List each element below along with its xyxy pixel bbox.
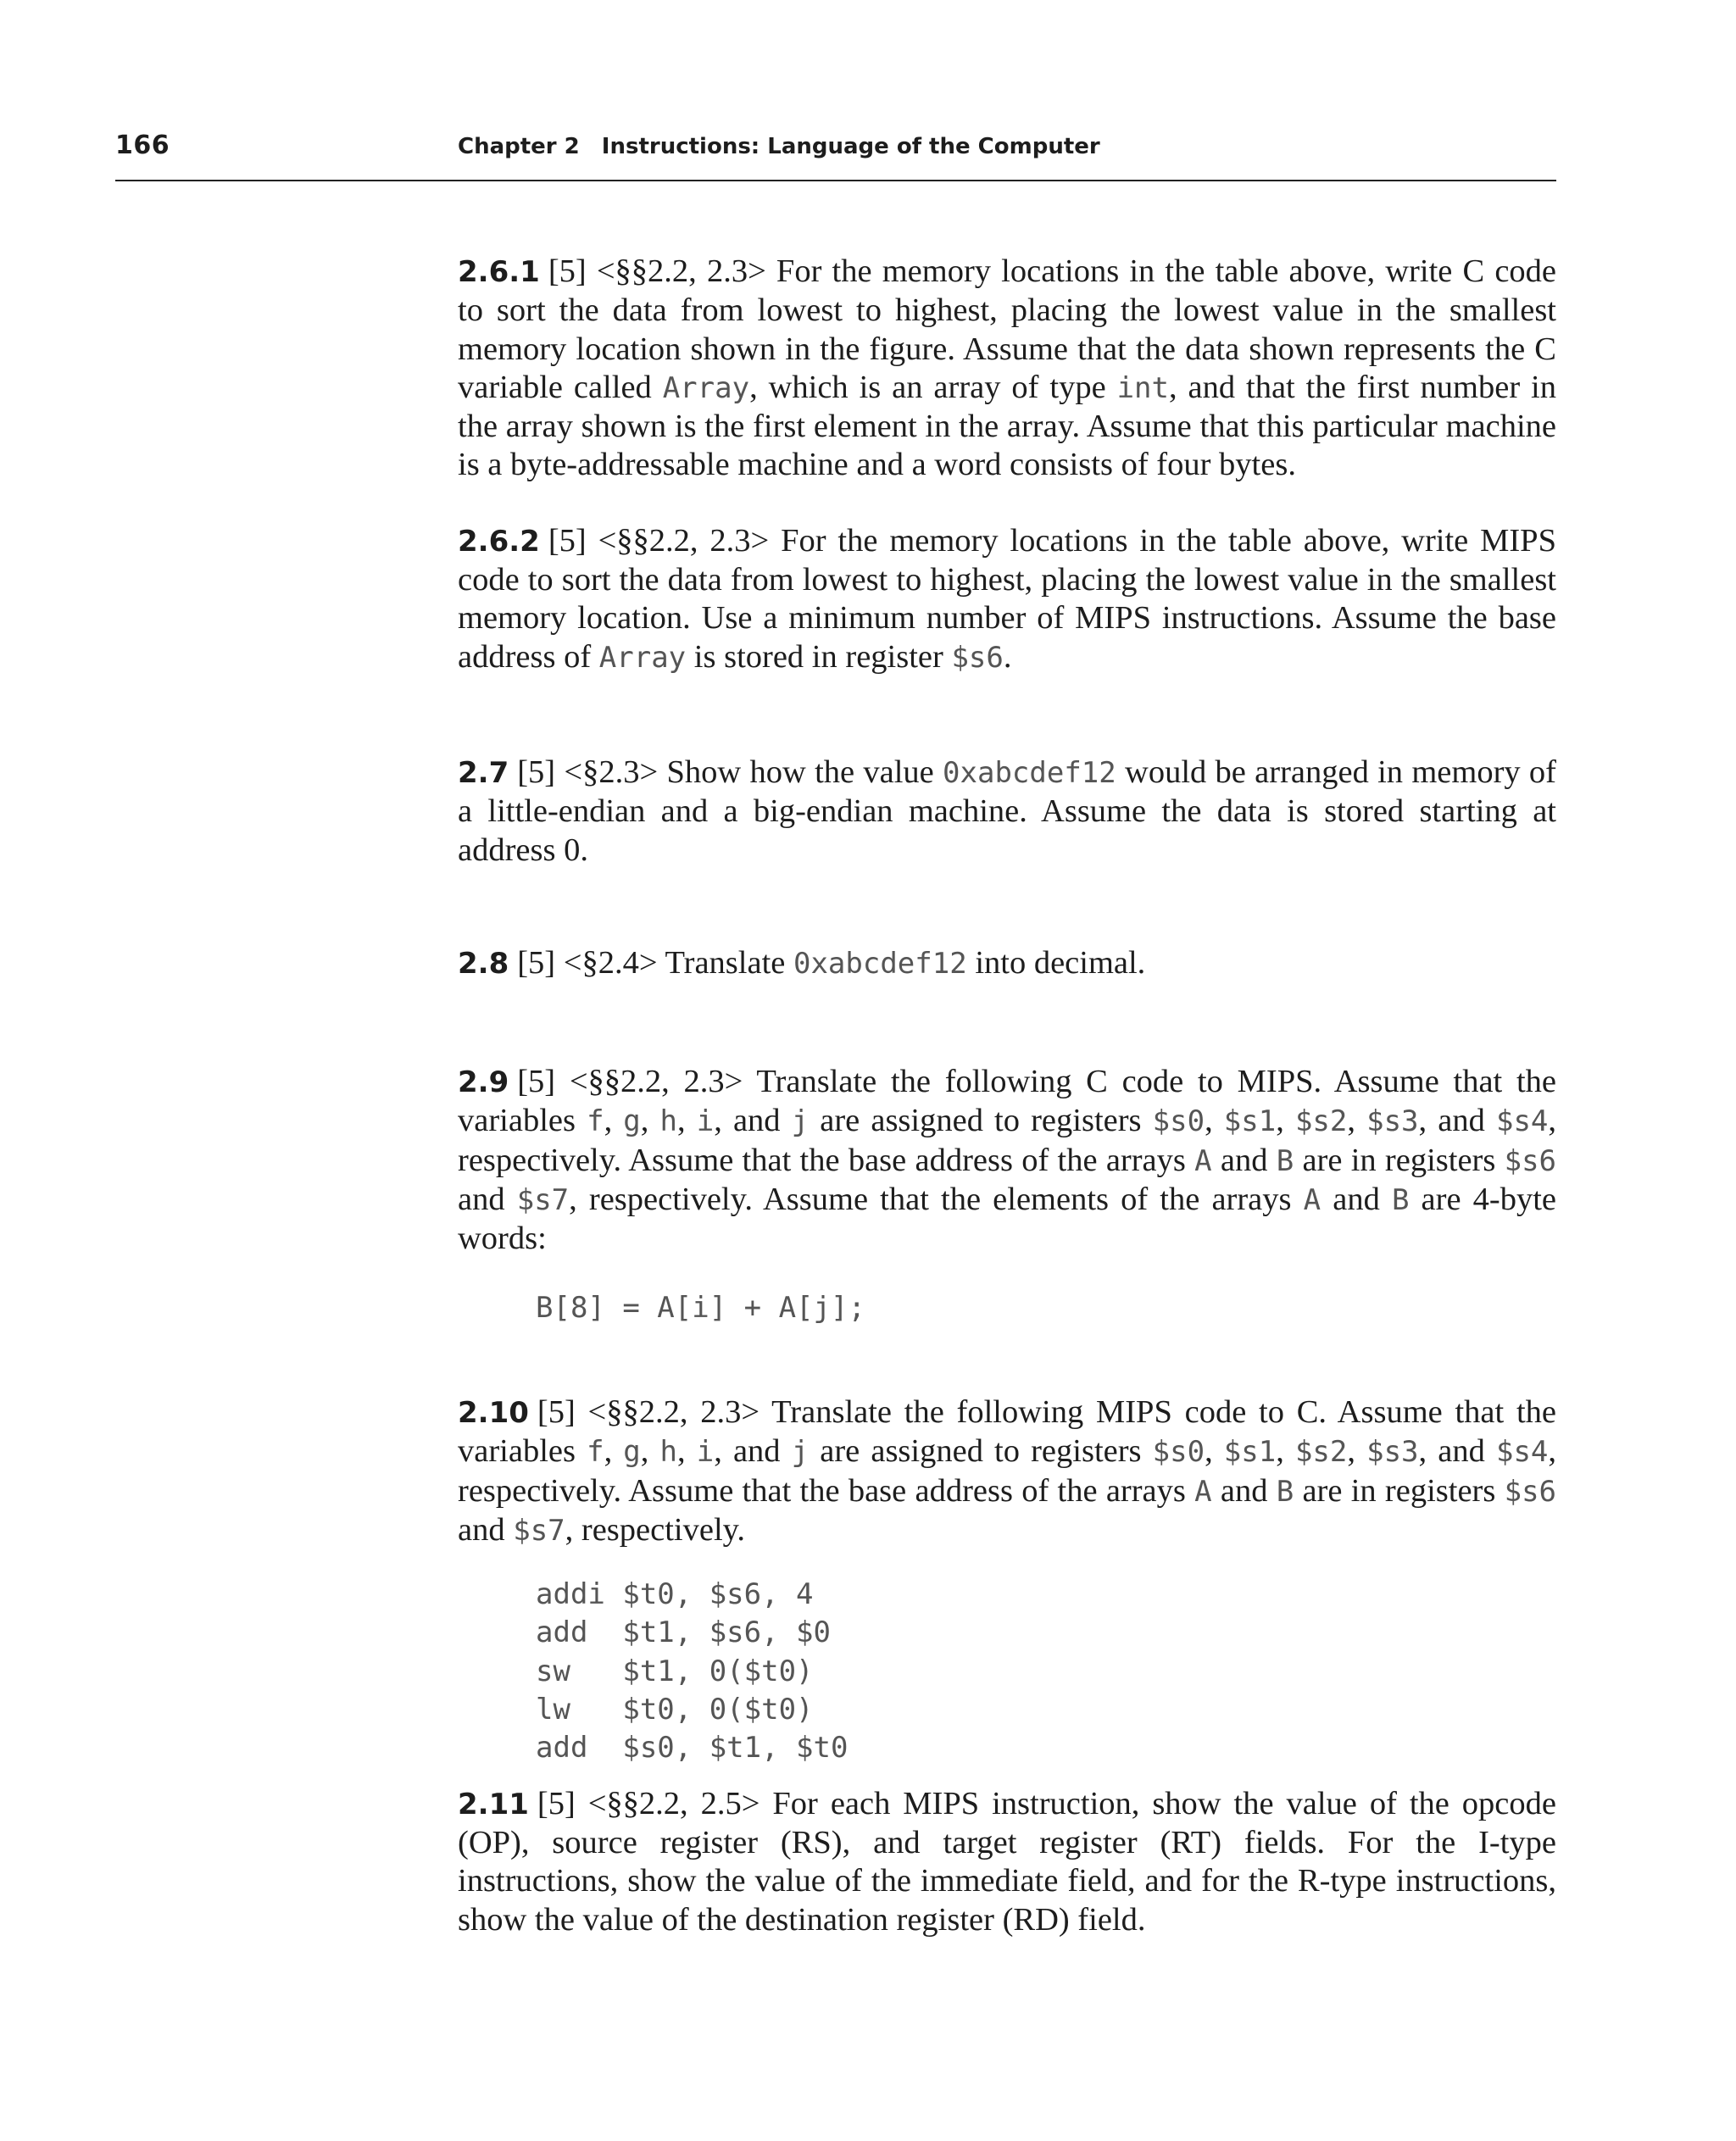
exercise-text: , [1276, 1103, 1295, 1139]
exercise-text: , which is an array of type [749, 369, 1117, 405]
running-header [115, 127, 1556, 186]
page-number: 166 [115, 131, 170, 160]
exercise-text: into decimal. [966, 944, 1146, 981]
inline-code: $s1 [1223, 1435, 1277, 1470]
inline-code: $s3 [1366, 1104, 1419, 1139]
exercise-2-8 [458, 944, 1556, 983]
inline-code: 0xabcdef12 [943, 755, 1116, 790]
exercise-text: is stored in register [686, 638, 952, 675]
inline-code: f [587, 1435, 604, 1470]
inline-code: Array [598, 640, 687, 675]
inline-code: $s6 [951, 640, 1004, 675]
exercise-text: and [1211, 1472, 1277, 1509]
exercise-2-11 [458, 1785, 1556, 1939]
exercise-text: , [604, 1433, 624, 1470]
exercise-text: are in registers [1294, 1472, 1505, 1509]
exercise-text: are assigned to registers [809, 1103, 1153, 1139]
exercise-text: , and [1418, 1433, 1496, 1470]
inline-code: g [623, 1104, 641, 1139]
inline-code: $s0 [1152, 1104, 1205, 1139]
exercise-text: [5] <§§2.2, 2.5> For each MIPS instruction, show the value of the opcode (OP), source register (RS), and target register (RT) fields. For the I-type instructions, show the value of the immediate field, and for the R-type instructions, show the value of the destination register (RD) field. [458, 1785, 1556, 1938]
inline-code: j [791, 1435, 810, 1470]
exercise-text: are in registers [1294, 1142, 1505, 1178]
inline-code: $s7 [513, 1513, 565, 1548]
exercise-text: , [677, 1433, 697, 1470]
exercise-text: [5] <§2.3> Show how the value [517, 754, 943, 790]
inline-code: $s3 [1366, 1435, 1419, 1470]
inline-code: 0xabcdef12 [793, 946, 967, 981]
chapter-title: Instructions: Language of the Computer [601, 134, 1100, 159]
exercise-list [458, 253, 1556, 1939]
inline-code: B [1276, 1143, 1294, 1178]
exercise-text: , respectively. Assume that the base address of the arrays [458, 1103, 1557, 1178]
inline-code: A [1194, 1143, 1212, 1178]
code-line: B[8] = A[i] + A[j]; [536, 1290, 865, 1325]
exercise-text: are assigned to registers [809, 1433, 1153, 1470]
inline-code: int [1116, 370, 1169, 405]
exercise-2-7 [458, 754, 1556, 870]
code-line: sw $t1, 0($t0) [536, 1654, 814, 1688]
inline-code: h [659, 1435, 677, 1470]
exercise-text: , and that the first number in the array shown is the first element in the array. Assume that this particular machine is a byte-addressable machine and a word consists of four bytes. [458, 369, 1556, 483]
exercise-text: , [1347, 1433, 1367, 1470]
inline-code: $s2 [1294, 1435, 1348, 1470]
code-line: add $t1, $s6, $0 [536, 1615, 831, 1650]
exercise-text: , [677, 1103, 697, 1139]
code-line: lw $t0, 0($t0) [536, 1693, 814, 1727]
exercise-text: . [1003, 638, 1012, 675]
exercise-text: [5] <§2.4> Translate [517, 944, 793, 981]
inline-code: i [696, 1435, 715, 1470]
exercise-text: , [1205, 1433, 1224, 1470]
inline-code: $s7 [516, 1183, 570, 1218]
exercise-text: [5] <§§2.2, 2.3> Translate the following MIPS code to C. Assume that the variables [458, 1393, 1556, 1470]
exercise-text: , respectively. [565, 1511, 746, 1548]
exercise-text: , [604, 1103, 624, 1139]
exercise-2-6-1 [458, 253, 1556, 485]
chapter-heading [458, 134, 1100, 159]
inline-code: g [623, 1435, 641, 1470]
inline-code: $s2 [1294, 1104, 1348, 1139]
inline-code: B [1391, 1183, 1410, 1218]
inline-code: A [1194, 1474, 1212, 1509]
exercise-text: [5] <§§2.2, 2.3> Translate the following C code to MIPS. Assume that the variables [458, 1064, 1556, 1139]
exercise-2-10 [458, 1393, 1556, 1550]
inline-code: i [696, 1104, 715, 1139]
exercise-text: would be arranged in memory of a little-endian and a big-endian machine. Assume the data is stored starting at address 0. [458, 754, 1556, 868]
inline-code: $s1 [1223, 1104, 1277, 1139]
exercise-text: are 4-byte words: [458, 1182, 1557, 1257]
exercise-text: , respectively. Assume that the base address of the arrays [458, 1433, 1557, 1509]
exercise-text: [5] <§§2.2, 2.3> For the memory locations in the table above, write C code to sort the data from lowest to highest, placing the lowest value in the smallest memory location shown in the figure. Assume that the data shown represents the C variable called [458, 253, 1556, 405]
inline-code: f [587, 1104, 604, 1139]
exercise-text: , respectively. Assume that the elements of the arrays [569, 1182, 1304, 1218]
exercise-number: 2.6.2 [458, 524, 540, 559]
exercise-text: , and [1418, 1103, 1496, 1139]
exercise-number: 2.6.1 [458, 255, 540, 289]
exercise-number: 2.10 [458, 1395, 529, 1430]
exercise-text: and [458, 1511, 514, 1548]
code-line: add $s0, $t1, $t0 [536, 1731, 849, 1766]
exercise-text: and [1211, 1142, 1277, 1178]
exercise-2-6-2 [458, 522, 1556, 677]
inline-code: A [1303, 1183, 1321, 1218]
exercise-text: , [1276, 1433, 1295, 1470]
exercise-2-9 [458, 1063, 1556, 1258]
inline-code: $s4 [1495, 1104, 1549, 1139]
inline-code: Array [662, 370, 750, 405]
inline-code: B [1276, 1474, 1294, 1509]
inline-code: j [791, 1104, 810, 1139]
header-rule [115, 180, 1556, 181]
inline-code: $s0 [1152, 1435, 1205, 1470]
inline-code: $s4 [1495, 1435, 1549, 1470]
exercise-text: , [1347, 1103, 1367, 1139]
code-line: addi $t0, $s6, 4 [536, 1577, 814, 1612]
mips-code-block [458, 1576, 1556, 1767]
exercise-text: and [1321, 1182, 1392, 1218]
exercise-text: , [640, 1433, 660, 1470]
exercise-number: 2.11 [458, 1787, 529, 1821]
exercise-text: , [640, 1103, 660, 1139]
exercise-text: [5] <§§2.2, 2.3> For the memory locations in the table above, write MIPS code to sort the data from lowest to highest, placing the lowest value in the smallest memory location. Use a minimum number of MIPS instructions. Assume the base address of [458, 522, 1556, 675]
exercise-number: 2.7 [458, 755, 509, 790]
exercise-text: and [458, 1182, 517, 1218]
c-code-block [458, 1289, 1556, 1327]
exercise-text: , and [714, 1103, 792, 1139]
exercise-text: , [1205, 1103, 1224, 1139]
inline-code: $s6 [1504, 1143, 1557, 1178]
exercise-number: 2.9 [458, 1065, 509, 1100]
exercise-text: , and [714, 1433, 792, 1470]
inline-code: h [659, 1104, 677, 1139]
exercise-number: 2.8 [458, 946, 509, 981]
inline-code: $s6 [1504, 1474, 1557, 1509]
chapter-label: Chapter 2 [458, 134, 580, 159]
